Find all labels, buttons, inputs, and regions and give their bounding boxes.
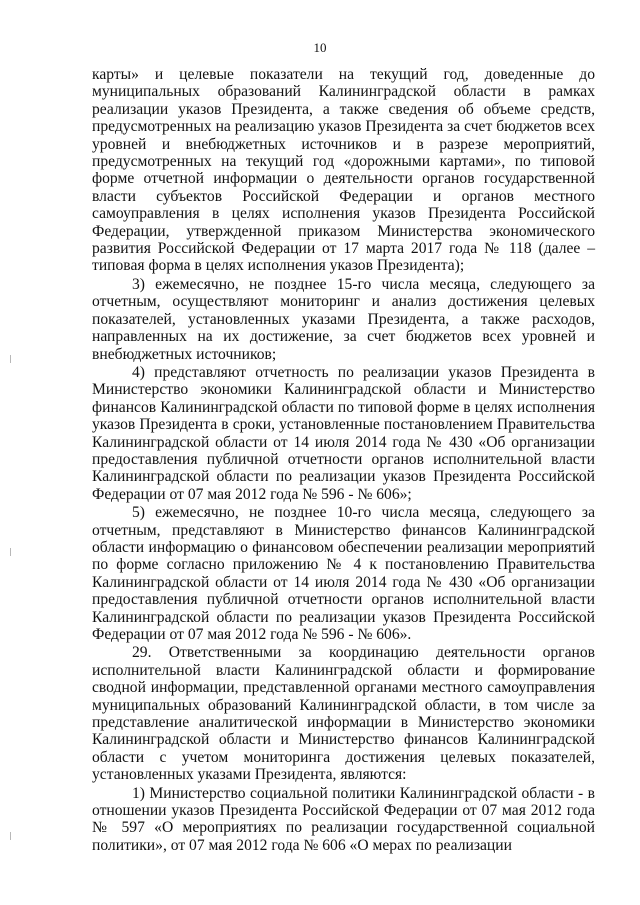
scan-edge-mark xyxy=(10,832,11,840)
paragraph-subitem-1: 1) Министерство социальной политики Калининградской области - в отношении указов Президента Российской Федерации от 07 мая 2012 года № 597 «О мероприятиях по реализации государственной социальной политики», от 07 мая 2012 года № 606 «О мерах по реализации xyxy=(92,784,595,854)
paragraph-section-29: 29. Ответственными за координацию деятельности органов исполнительной власти Калининградской области и формирование сводной информации, представленной органами местного самоуправления муниципальных образований Калининградской области, в том числе за представление аналитической информации в Министерство экономики Калининградской области и Министерство финансов Калининградской области с учетом мониторинга достижения целевых показателей, установленных указами Президента, являются: xyxy=(92,644,595,784)
page-number: 10 xyxy=(313,40,327,55)
scan-edge-mark xyxy=(10,548,11,556)
scan-edge-mark xyxy=(10,355,11,363)
paragraph-item-3: 3) ежемесячно, не позднее 15-го числа месяца, следующего за отчетным, осуществляют мониторинг и анализ достижения целевых показателей, установленных указами Президента, а также расходов, направленных на их достижение, за счет бюджетов всех уровней и внебюджетных источников; xyxy=(92,275,595,363)
paragraph-item-5: 5) ежемесячно, не позднее 10-го числа месяца, следующего за отчетным, представляют в Министерство финансов Калининградской области информацию о финансовом обеспечении реализации мероприятий по форме согласно приложению № 4 к постановлению Правительства Калининградской области от 14 июля 2014 года № 430 «Об организации предоставления публичной отчетности органов исполнительной власти Калининградской области по реализации указов Президента Российской Федерации от 07 мая 2012 года № 596 - № 606». xyxy=(92,504,595,643)
paragraph-item-4: 4) представляют отчетность по реализации указов Президента в Министерство экономики Калининградской области и Министерство финансов Калининградской области по типовой форме в целях исполнения указов Президента в сроки, установленные постановлением Правительства Калининградской области от 14 июля 2014 года № 430 «Об организации предоставления публичной отчетности органов исполнительной власти Калининградской области по реализации указов Президента Российской Федерации от 07 мая 2012 года № 596 - № 606»; xyxy=(92,363,595,503)
paragraph-continuation: карты» и целевые показатели на текущий год, доведенные до муниципальных образований Калининградской области в рамках реализации указов Президента, а также сведения об объеме средств, предусмотренных на реализацию указов Президента за счет бюджетов всех уровней и внебюджетных источников и в разрезе мероприятий, предусмотренных на текущий год «дорожными картами», по типовой форме отчетной информации о деятельности органов государственной власти субъектов Российской Федерации и органов местного самоуправления в целях исполнения указов Президента Российской Федерации, утвержденной приказом Министерства экономического развития Российской Федерации от 17 марта 2017 года № 118 (далее – типовая форма в целях исполнения указов Президента); xyxy=(92,66,595,275)
document-body xyxy=(92,66,595,854)
